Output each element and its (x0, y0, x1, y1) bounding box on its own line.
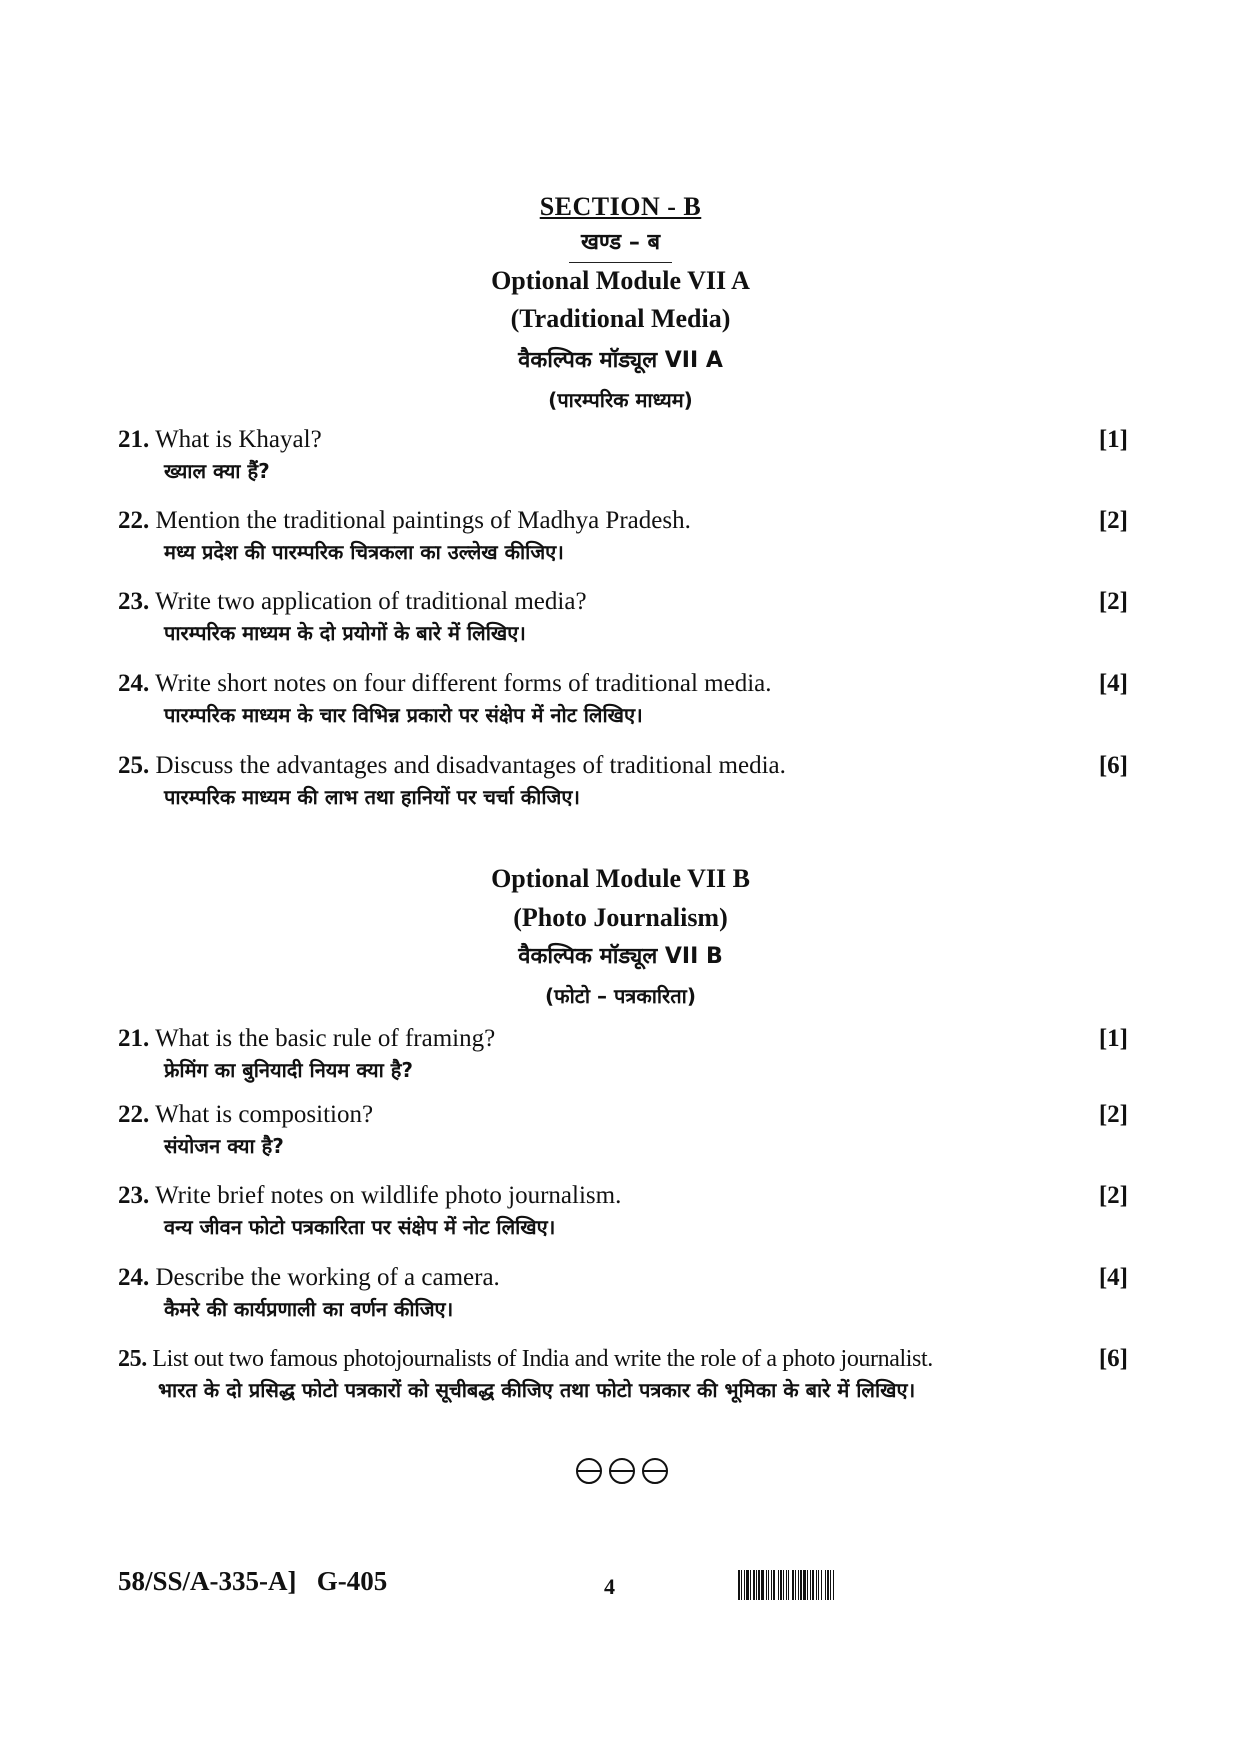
question-text-hi: कैमरे की कार्यप्रणाली का वर्णन कीजिए। (164, 1297, 454, 1321)
question-item (118, 1023, 1128, 1085)
module-a-title: Optional Module VII A (491, 266, 750, 295)
question-text-hi: पारम्परिक माध्यम की लाभ तथा हानियों पर चर्चा कीजिए। (164, 785, 580, 809)
question-text-hi: संयोजन क्या है? (164, 1134, 284, 1158)
question-marks: [1] (1098, 1025, 1128, 1052)
question-marks: [6] (1098, 1345, 1128, 1372)
barcode-icon (738, 1570, 946, 1600)
question-marks: [2] (1098, 507, 1128, 534)
paper-code: 58/SS/A-335-A] G-405 (118, 1566, 388, 1596)
question-marks: [2] (1098, 588, 1128, 615)
question-text: 22. Mention the traditional paintings of Madhya Pradesh. (118, 507, 691, 534)
question-text: 21. What is the basic rule of framing? (118, 1025, 496, 1052)
question-text-hi: फ्रेमिंग का बुनियादी नियम क्या है? (164, 1058, 413, 1082)
question-item (118, 668, 1128, 730)
question-item (118, 586, 1128, 648)
question-marks: [4] (1098, 1264, 1128, 1291)
question-text-hi: भारत के दो प्रसिद्ध फोटो पत्रकारों को सूचीबद्ध कीजिए तथा फोटो पत्रकार की भूमिका के बारे में लिखिए। (158, 1378, 916, 1402)
module-a-subtitle: (Traditional Media) (510, 304, 731, 333)
question-item (118, 1262, 1128, 1324)
section-title-hi: खण्ड – ब (569, 226, 672, 263)
question-text: 25. Discuss the advantages and disadvantages of traditional media. (118, 752, 786, 779)
question-text-hi: ख्याल क्या हैं? (164, 459, 270, 483)
question-text-hi: मध्य प्रदेश की पारम्परिक चित्रकला का उल्लेख कीजिए। (164, 540, 564, 564)
module-b-subtitle-hi: (फोटो – पत्रकारिता) (545, 984, 696, 1008)
question-text: 24. Write short notes on four different forms of traditional media. (118, 670, 772, 697)
module-a-subtitle-hi: (पारम्परिक माध्यम) (548, 388, 693, 412)
question-marks: [2] (1098, 1182, 1128, 1209)
question-item (118, 424, 1128, 486)
question-text-hi: पारम्परिक माध्यम के चार विभिन्न प्रकारो पर संक्षेप में नोट लिखिए। (164, 703, 643, 727)
module-b-title-hi: वैकल्पिक मॉड्यूल VII B (518, 944, 723, 969)
module-b-subtitle: (Photo Journalism) (513, 903, 728, 932)
question-text: 23. Write brief notes on wildlife photo journalism. (118, 1182, 622, 1209)
question-text: 22. What is composition? (118, 1101, 374, 1128)
question-text-hi: पारम्परिक माध्यम के दो प्रयोगों के बारे में लिखिए। (164, 621, 526, 645)
module-b-title: Optional Module VII B (491, 864, 750, 893)
page-number: 4 (604, 1574, 615, 1599)
question-marks: [4] (1098, 670, 1128, 697)
section-title-hi-wrap (0, 226, 1241, 263)
question-text-hi: वन्य जीवन फोटो पत्रकारिता पर संक्षेप में नोट लिखिए। (164, 1215, 556, 1239)
question-marks: [1] (1098, 426, 1128, 453)
question-text: 24. Describe the working of a camera. (118, 1264, 500, 1291)
question-item (118, 505, 1128, 567)
question-text: 23. Write two application of traditional media? (118, 588, 587, 615)
module-a-title-hi: वैकल्पिक मॉड्यूल VII A (518, 348, 723, 373)
question-text: 21. What is Khayal? (118, 426, 322, 453)
question-item (118, 750, 1128, 812)
question-marks: [6] (1098, 752, 1128, 779)
section-title: SECTION - B (539, 192, 702, 221)
question-text: 25. List out two famous photojournalists of India and write the role of a photo journalist. (118, 1346, 933, 1372)
question-marks: [2] (1098, 1101, 1128, 1128)
question-item (118, 1180, 1128, 1242)
question-item (118, 1343, 1128, 1405)
question-item (118, 1099, 1128, 1161)
end-mark-icon (574, 1456, 670, 1486)
